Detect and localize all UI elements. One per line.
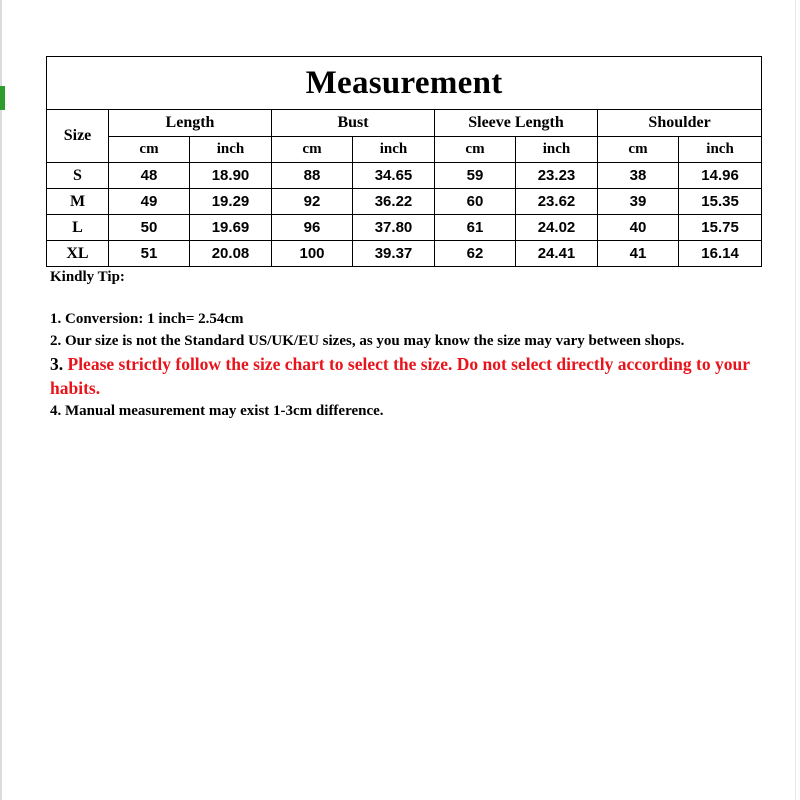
group-header-shoulder: Shoulder: [598, 110, 762, 137]
table-cell: 49: [109, 189, 190, 215]
tip-measurement-difference: 4. Manual measurement may exist 1-3cm difference.: [50, 403, 384, 419]
unit-header: inch: [516, 137, 598, 163]
left-accent-mark: [0, 86, 5, 110]
table-row: [47, 189, 762, 215]
table-cell: 16.14: [679, 241, 762, 267]
unit-header: inch: [679, 137, 762, 163]
table-cell: 38: [598, 163, 679, 189]
tip-follow-chart-text: Please strictly follow the size chart to select the size. Do not select directly according to your habits.: [50, 354, 750, 398]
unit-header-row: [47, 137, 762, 163]
table-row: [47, 215, 762, 241]
table-cell: 88: [272, 163, 353, 189]
unit-header: inch: [353, 137, 435, 163]
tip-conversion: 1. Conversion: 1 inch= 2.54cm: [50, 311, 244, 327]
table-cell: 23.62: [516, 189, 598, 215]
tips-heading: Kindly Tip:: [50, 269, 125, 285]
unit-header: cm: [598, 137, 679, 163]
table-row: [47, 241, 762, 267]
table-cell: 36.22: [353, 189, 435, 215]
size-label: S: [47, 163, 109, 189]
table-cell: 19.29: [190, 189, 272, 215]
size-label: L: [47, 215, 109, 241]
unit-header: cm: [272, 137, 353, 163]
table-cell: 96: [272, 215, 353, 241]
tip-follow-chart: [50, 352, 770, 400]
table-cell: 18.90: [190, 163, 272, 189]
table-cell: 50: [109, 215, 190, 241]
table-cell: 15.75: [679, 215, 762, 241]
table-cell: 19.69: [190, 215, 272, 241]
size-column-header: Size: [47, 110, 109, 163]
tip-standard-sizes: 2. Our size is not the Standard US/UK/EU sizes, as you may know the size may vary between shops.: [50, 333, 685, 349]
unit-header: cm: [109, 137, 190, 163]
table-cell: 41: [598, 241, 679, 267]
table-cell: 100: [272, 241, 353, 267]
group-header-bust: Bust: [272, 110, 435, 137]
table-cell: 39: [598, 189, 679, 215]
table-cell: 24.41: [516, 241, 598, 267]
tip-follow-chart-number: 3.: [50, 354, 68, 374]
table-cell: 39.37: [353, 241, 435, 267]
size-chart-table: [46, 56, 762, 267]
table-title: Measurement: [47, 57, 762, 110]
left-border: [0, 0, 2, 800]
table-cell: 24.02: [516, 215, 598, 241]
table-cell: 48: [109, 163, 190, 189]
table-cell: 62: [435, 241, 516, 267]
table-cell: 23.23: [516, 163, 598, 189]
table-cell: 34.65: [353, 163, 435, 189]
right-border: [795, 0, 796, 800]
unit-header: inch: [190, 137, 272, 163]
table-cell: 92: [272, 189, 353, 215]
table-cell: 60: [435, 189, 516, 215]
size-label: XL: [47, 241, 109, 267]
group-header-length: Length: [109, 110, 272, 137]
table-row: [47, 163, 762, 189]
table-cell: 14.96: [679, 163, 762, 189]
table-cell: 61: [435, 215, 516, 241]
unit-header: cm: [435, 137, 516, 163]
table-cell: 37.80: [353, 215, 435, 241]
table-cell: 20.08: [190, 241, 272, 267]
table-cell: 15.35: [679, 189, 762, 215]
size-label: M: [47, 189, 109, 215]
table-cell: 40: [598, 215, 679, 241]
table-cell: 51: [109, 241, 190, 267]
table-cell: 59: [435, 163, 516, 189]
group-header-sleeve-length: Sleeve Length: [435, 110, 598, 137]
tips-section: [50, 269, 770, 422]
